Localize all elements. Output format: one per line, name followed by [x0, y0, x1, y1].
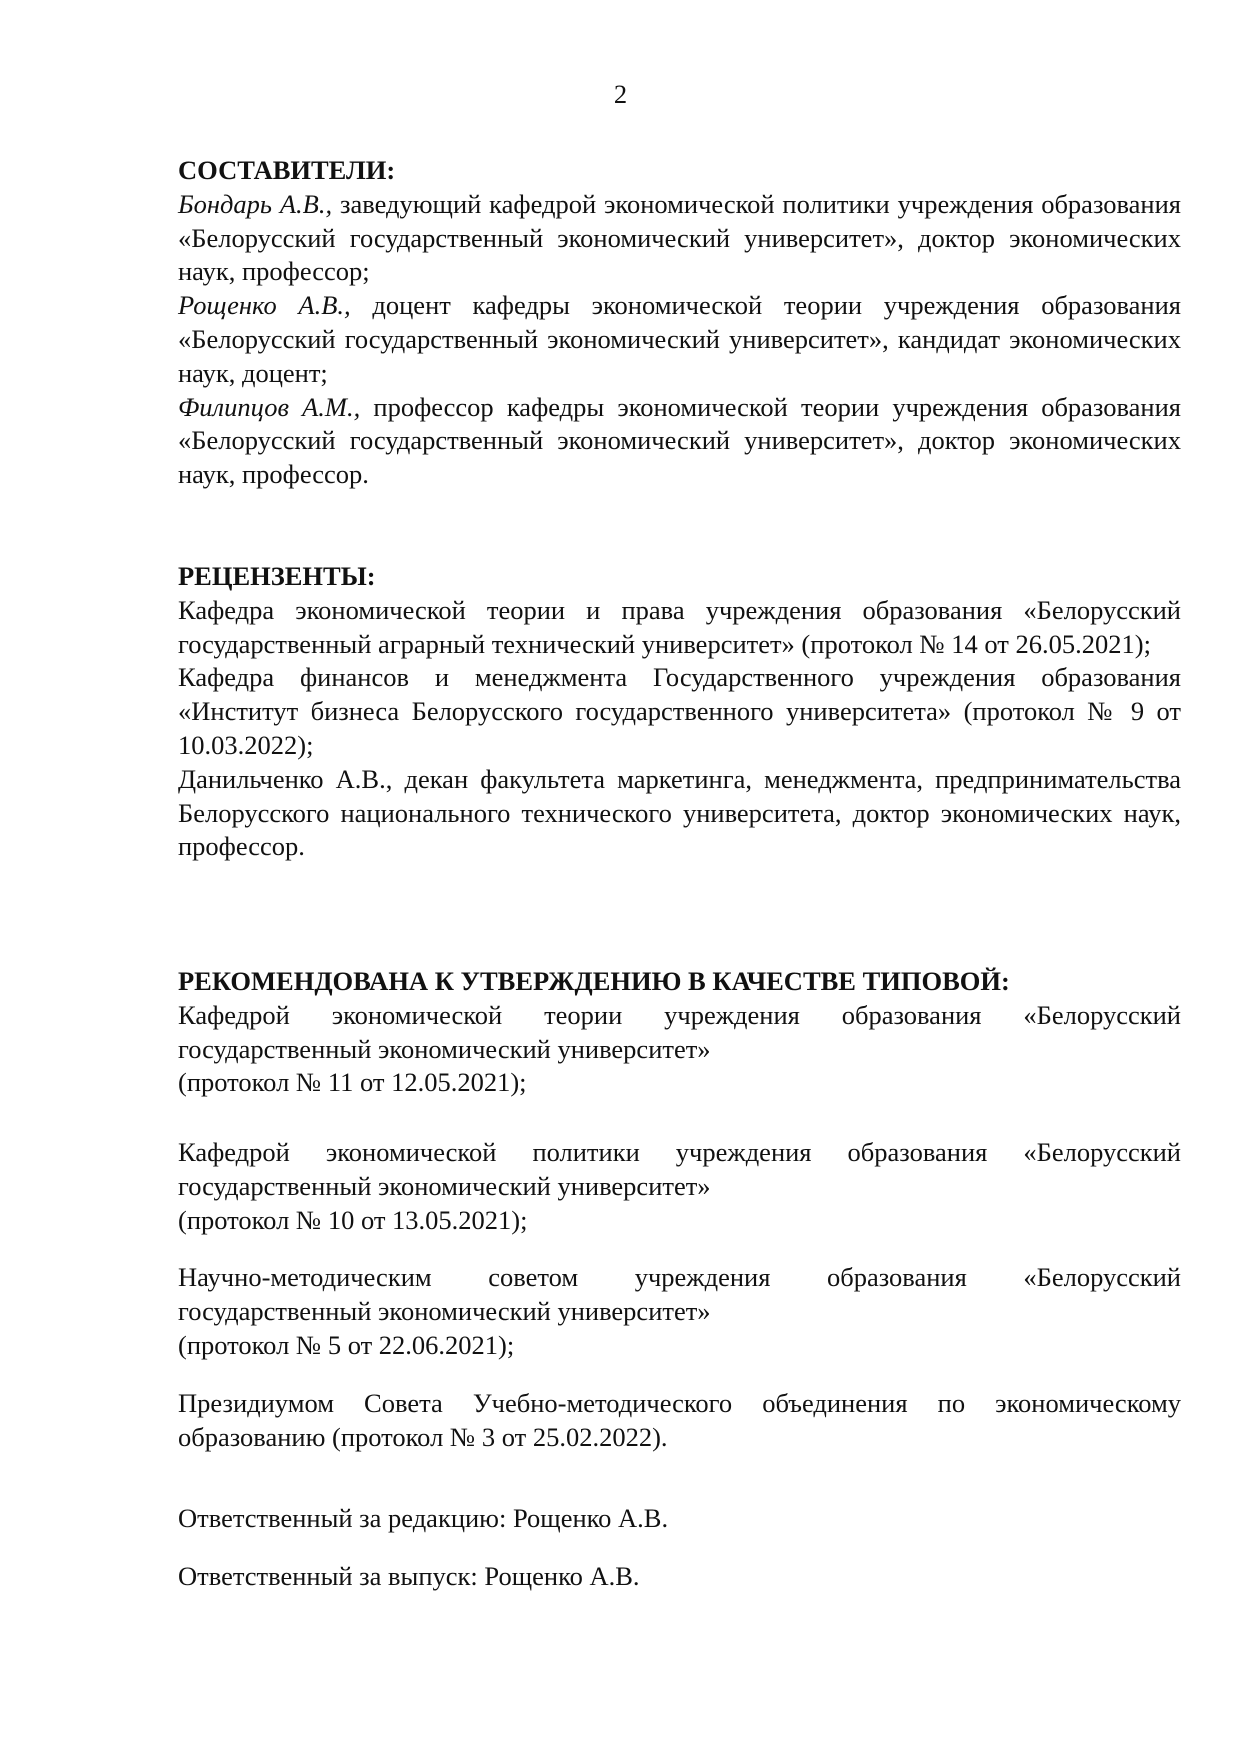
compilers-section [178, 154, 1181, 492]
compiler-description: доцент кафедры экономической теории учреждения образования «Белорусский государственный экономический университет», кандидат экономических наук, доцент; [178, 290, 1181, 388]
compiler-name: Бондарь А.В., [178, 188, 333, 219]
reviewers-heading: РЕЦЕНЗЕНТЫ: [178, 561, 376, 591]
responsible-release-text: Ответственный за выпуск: Рощенко А.В. [178, 1561, 640, 1591]
recommendation-protocol: (протокол № 10 от 13.05.2021); [178, 1204, 528, 1235]
compilers-heading: СОСТАВИТЕЛИ: [178, 155, 396, 185]
presidium-entry [178, 1387, 1181, 1455]
responsible-editing-text: Ответственный за редакцию: Рощенко А.В. [178, 1503, 669, 1533]
reviewer-entry: Кафедра финансов и менеджмента Государственного учреждения образования «Институт бизнеса Белорусского государственного университета» (протокол № 9 от 10.03.2022); [178, 662, 1181, 760]
recommendation-entry-body: Кафедрой экономической политики учреждения образования «Белорусский государственный экономический университет» [178, 1137, 1181, 1201]
recommendation-entry [178, 1136, 1181, 1237]
compiler-name: Рощенко А.В., [178, 290, 351, 321]
presidium-text: Президиумом Совета Учебно-методического объединения по экономическому образованию (протокол № 3 от 25.02.2022). [178, 1388, 1181, 1452]
reviewers-section [178, 560, 1181, 864]
recommendation-entry [178, 1261, 1181, 1362]
reviewer-entry: Кафедра экономической теории и права учреждения образования «Белорусский государственный аграрный технический университет» (протокол № 14 от 26.05.2021); [178, 594, 1181, 659]
compiler-entry [178, 188, 1181, 289]
recommendation-protocol: (протокол № 11 от 12.05.2021); [178, 1067, 527, 1098]
compiler-entry [178, 289, 1181, 390]
compiler-description: профессор кафедры экономической теории учреждения образования «Белорусский государственный экономический университет», доктор экономических наук, профессор. [178, 391, 1181, 490]
recommended-heading: РЕКОМЕНДОВАНА К УТВЕРЖДЕНИЮ В КАЧЕСТВЕ ТИПОВОЙ: [178, 966, 1010, 996]
page-number: 2 [613, 79, 628, 109]
responsible-release [178, 1560, 1181, 1594]
compiler-entry [178, 391, 1181, 492]
responsible-editing [178, 1502, 1181, 1536]
reviewer-entry: Данильченко А.В., декан факультета маркетинга, менеджмента, предпринимательства Белорусского национального технического университета, доктор экономических наук, профессор. [178, 763, 1181, 862]
recommendation-entry-body: Кафедрой экономической теории учреждения образования «Белорусский государственный экономический университет» [178, 999, 1181, 1064]
recommendation-protocol: (протокол № 5 от 22.06.2021); [178, 1329, 515, 1360]
compiler-description: заведующий кафедрой экономической политики учреждения образования «Белорусский государственный экономический университет», доктор экономических наук, профессор; [178, 188, 1181, 287]
recommendation-entry-body: Научно-методическим советом учреждения образования «Белорусский государственный экономический университет» [178, 1262, 1181, 1326]
compiler-name: Филипцов А.М., [178, 391, 361, 422]
recommended-section [178, 965, 1181, 1100]
